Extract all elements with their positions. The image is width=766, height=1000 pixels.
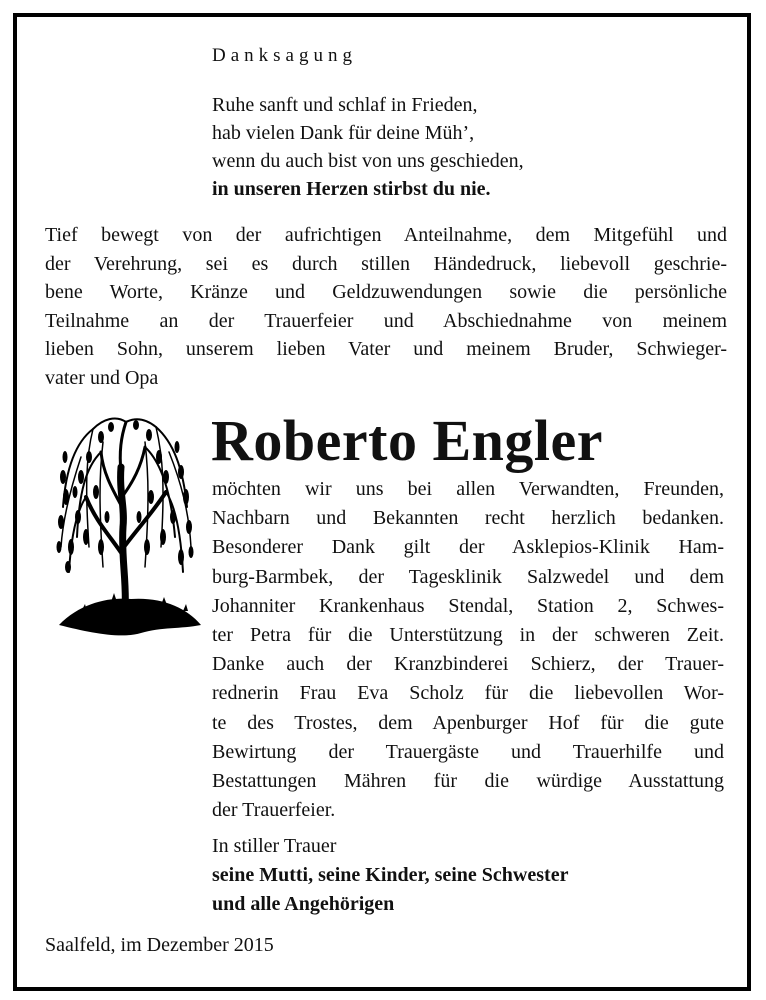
notice-heading: Danksagung: [212, 45, 357, 66]
intro-line: vater und Opa: [45, 366, 159, 389]
intro-line: bene Worte, Kränze und Geldzuwendungen sowie die persönliche: [45, 281, 727, 303]
deceased-name: Roberto Engler: [211, 408, 603, 473]
body-line: burg-Barmbek, der Tagesklinik Salzwedel und dem: [212, 565, 724, 588]
body-line: rednerin Frau Eva Scholz für die liebevollen Wor-: [212, 682, 724, 705]
place-date: Saalfeld, im Dezember 2015: [45, 934, 274, 956]
verse: [212, 91, 524, 203]
verse-line-bold: in unseren Herzen stirbst du nie.: [212, 178, 491, 200]
notice-frame: [13, 13, 751, 991]
verse-line: Ruhe sanft und schlaf in Frieden,: [212, 94, 478, 116]
intro-line: der Verehrung, sei es durch stillen Händedruck, liebevoll geschrie-: [45, 252, 727, 275]
body-line: Bewirtung der Trauergäste und Trauerhilfe und: [212, 740, 724, 763]
body-line: der Trauerfeier.: [212, 799, 336, 822]
body-line: te des Trostes, dem Apenburger Hof für die gute: [212, 711, 724, 734]
intro-paragraph: [45, 221, 727, 392]
closing-block: [212, 832, 568, 919]
verse-line: hab vielen Dank für deine Müh’,: [212, 122, 475, 144]
verse-line: wenn du auch bist von uns geschieden,: [212, 150, 524, 172]
body-line: Johanniter Krankenhaus Stendal, Station 2, Schwes-: [212, 594, 724, 617]
mourners-line: und alle Angehörigen: [212, 893, 395, 915]
body-line: Nachbarn und Bekannten recht herzlich bedanken.: [212, 507, 724, 530]
body-line: Bestattungen Mähren für die würdige Ausstattung: [212, 770, 724, 793]
intro-line: lieben Sohn, unserem lieben Vater und meinem Bruder, Schwieger-: [45, 338, 727, 360]
closing-line: In stiller Trauer: [212, 835, 337, 857]
body-line: möchten wir uns bei allen Verwandten, Freunden,: [212, 478, 724, 500]
body-line: Danke auch der Kranzbinderei Schierz, der Trauer-: [212, 653, 724, 676]
thanks-paragraph: [212, 475, 724, 825]
intro-line: Tief bewegt von der aufrichtigen Anteilnahme, dem Mitgefühl und: [45, 224, 727, 246]
intro-line: Teilnahme an der Trauerfeier und Abschiednahme von meinem: [45, 309, 727, 332]
body-line: ter Petra für die Unterstützung in der schweren Zeit.: [212, 624, 724, 647]
mourners-line: seine Mutti, seine Kinder, seine Schwester: [212, 864, 569, 886]
weeping-willow-icon: [41, 397, 211, 652]
body-line: Besonderer Dank gilt der Asklepios-Klinik Ham-: [212, 536, 724, 559]
